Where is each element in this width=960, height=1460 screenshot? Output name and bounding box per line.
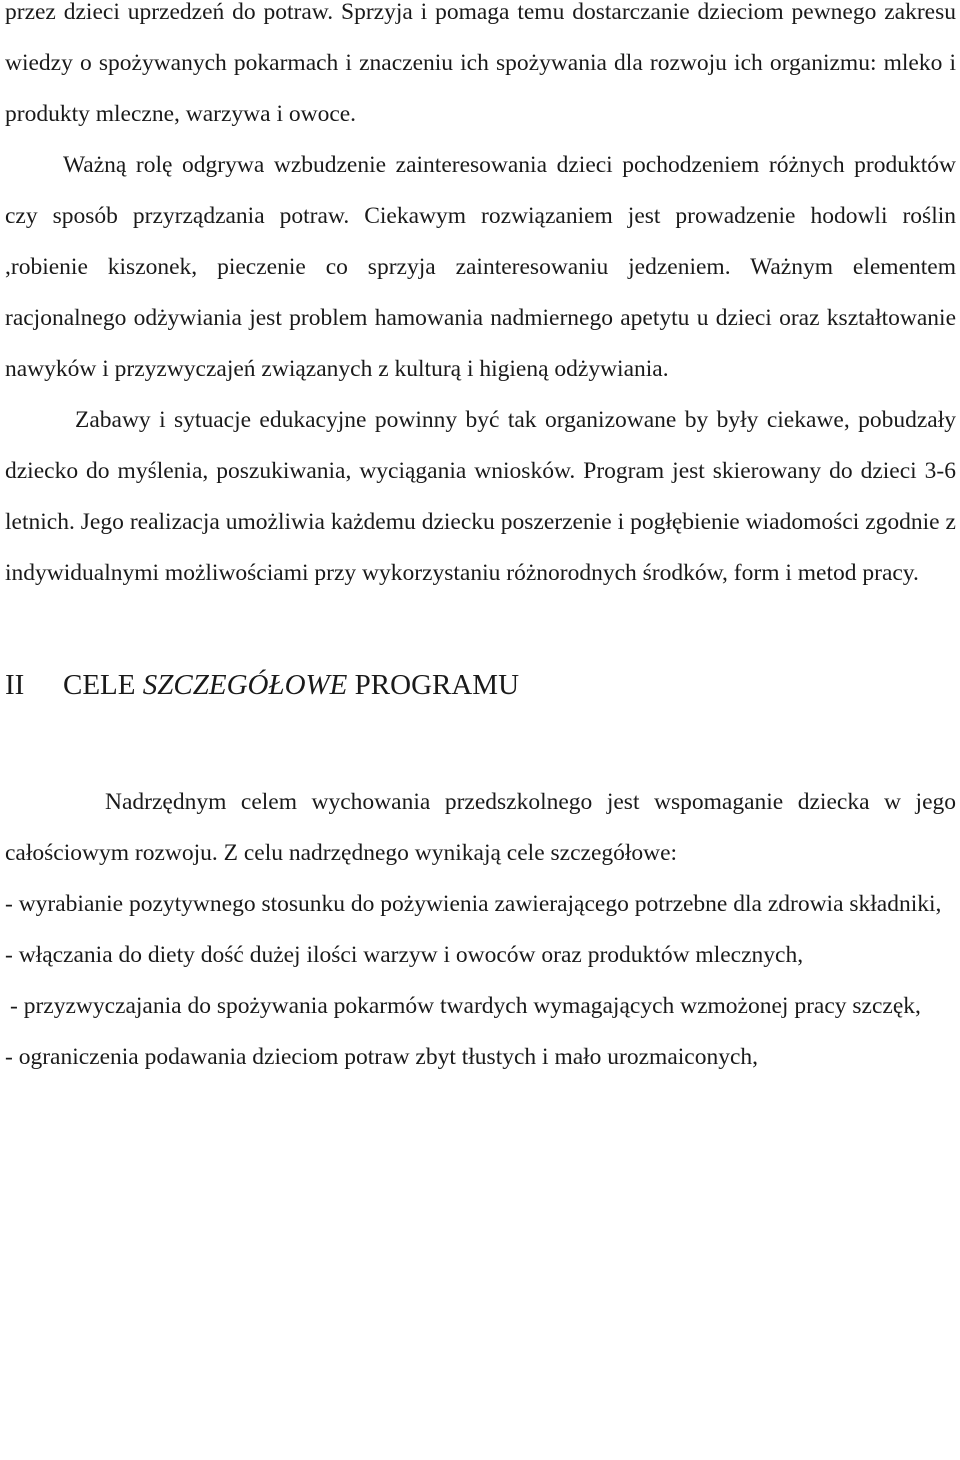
list-item: - włączania do diety dość dużej ilości warzyw i owoców oraz produktów mlecznych,: [5, 942, 804, 968]
paragraph: Ważną rolę odgrywa wzbudzenie zainteresowania dzieci pochodzeniem różnych produktów czy sposób przyrządzania potraw. Ciekawym rozwiązaniem jest prowadzenie hodowli roślin ,robienie kiszonek, pieczenie co sprzyja zainteresowaniu jedzeniem. Ważnym elementem racjonalnego odżywiania jest problem hamowania nadmiernego apetytu u dzieci oraz kształtowanie nawyków i przyzwyczajeń związanych z kulturą i higieną odżywiania.: [5, 152, 956, 382]
section-heading: [5, 665, 956, 705]
paragraph: Nadrzędnym celem wychowania przedszkolnego jest wspomaganie dziecka w jego całościowym rozwoju. Z celu nadrzędnego wynikają cele szczegółowe:: [5, 789, 956, 866]
section-number: II: [5, 669, 25, 701]
list-item: - wyrabianie pozytywnego stosunku do pożywienia zawierającego potrzebne dla zdrowia składniki,: [5, 891, 942, 917]
list-item: - ograniczenia podawania dzieciom potraw zbyt tłustych i mało urozmaiconych,: [5, 1044, 759, 1070]
document-page: [5, 0, 956, 1083]
paragraph: Zabawy i sytuacje edukacyjne powinny być tak organizowane by były ciekawe, pobudzały dziecko do myślenia, poszukiwania, wyciągania wniosków. Program jest skierowany do dzieci 3-6 letnich. Jego realizacja umożliwia każdemu dziecku poszerzenie i pogłębienie wiadomości zgodnie z indywidualnymi możliwościami przy wykorzystaniu różnorodnych środków, form i metod pracy.: [5, 407, 956, 586]
list-item: - przyzwyczajania do spożywania pokarmów twardych wymagających wzmożonej pracy szczęk,: [10, 993, 921, 1019]
heading-text: PROGRAMU: [347, 669, 520, 701]
paragraph: przez dzieci uprzedzeń do potraw. Sprzyja i pomaga temu dostarczanie dzieciom pewnego zakresu wiedzy o spożywanych pokarmach i znaczeniu ich spożywania dla rozwoju ich organizmu: mleko i produkty mleczne, warzywa i owoce.: [5, 0, 956, 127]
heading-text-italic: SZCZEGÓŁOWE: [142, 669, 348, 701]
heading-text: CELE: [63, 669, 143, 701]
